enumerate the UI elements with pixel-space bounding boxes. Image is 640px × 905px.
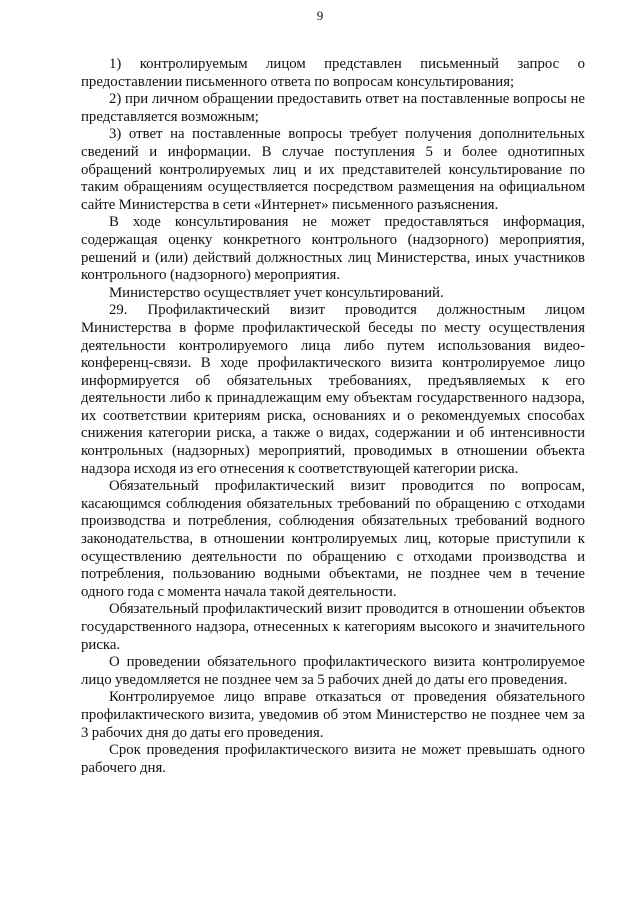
paragraph-notification: О проведении обязательного профилактического визита контролируемое лицо уведомляется не позднее чем за 5 рабочих дней до даты его проведения. bbox=[81, 654, 585, 688]
paragraph-refusal: Контролируемое лицо вправе отказаться от проведения обязательного профилактического визита, уведомив об этом Министерство не позднее чем за 3 рабочих дня до даты его проведения. bbox=[81, 689, 585, 741]
paragraph-duration: Срок проведения профилактического визита не может превышать одного рабочего дня. bbox=[81, 742, 585, 776]
paragraph-consultation-records: Министерство осуществляет учет консультирований. bbox=[109, 284, 444, 301]
document-body bbox=[81, 56, 585, 777]
paragraph-mandatory-visit: Обязательный профилактический визит проводится по вопросам, касающимся соблюдения обязательных требований по обращению с отходами производства и потребления, соблюдения обязательных требований водного законодательства, в отношении контролируемых лиц, которые приступили к осуществлению деятельности по обращению с отходами производства и потребления, пользованию водными объектами, не позднее чем в течение одного года с момента начала такой деятельности. bbox=[81, 478, 585, 600]
paragraph-item-2: 2) при личном обращении предоставить ответ на поставленные вопросы не представляется возможным; bbox=[81, 91, 585, 125]
paragraph-item-1: 1) контролируемым лицом представлен письменный запрос о предоставлении письменного ответа по вопросам консультирования; bbox=[81, 56, 585, 90]
paragraph-risk-categories: Обязательный профилактический визит проводится в отношении объектов государственного надзора, отнесенных к категориям высокого и значительного риска. bbox=[81, 601, 585, 653]
paragraph-item-3: 3) ответ на поставленные вопросы требует получения дополнительных сведений и информации. В случае поступления 5 и более однотипных обращений контролируемых лиц и их представителей консультирование по таким обращениям осуществляется посредством размещения на официальном сайте Министерства в сети «Интернет» письменного разъяснения. bbox=[81, 126, 585, 213]
paragraph-clause-29: 29. Профилактический визит проводится должностным лицом Министерства в форме профилактической беседы по месту осуществления деятельности контролируемого лица либо путем использования видео-конференц-связи. В ходе профилактического визита контролируемое лицо информируется об обязательных требованиях, предъявляемых к его деятельности либо к принадлежащим ему объектам государственного надзора, их соответствии критериям риска, основаниях и о рекомендуемых способах снижения категории риска, а также о видах, содержании и об интенсивности контрольных (надзорных) мероприятий, проводимых в отношении объекта надзора исходя из его отнесения к соответствующей категории риска. bbox=[81, 302, 585, 477]
paragraph-consultation-info: В ходе консультирования не может предоставляться информация, содержащая оценку конкретного контрольного (надзорного) мероприятия, решений и (или) действий должностных лиц Министерства, иных участников контрольного (надзорного) мероприятия. bbox=[81, 214, 585, 284]
page-number: 9 bbox=[316, 8, 324, 23]
